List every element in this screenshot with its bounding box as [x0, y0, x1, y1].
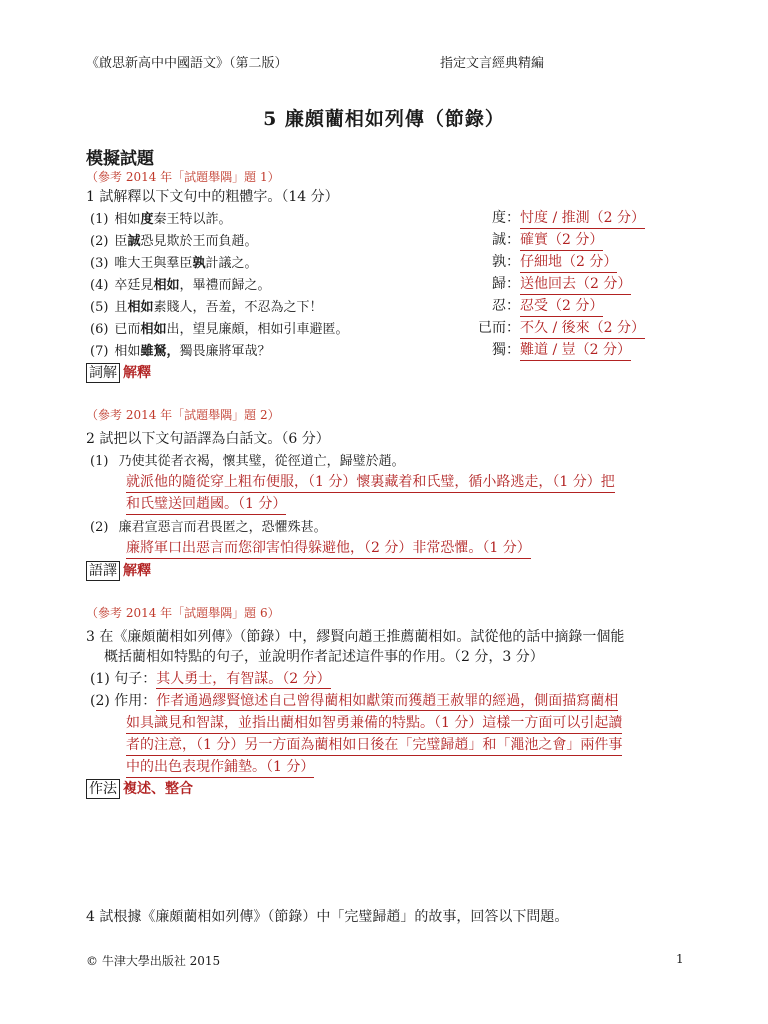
q1-item-4-num: (4): [90, 278, 109, 293]
q1-item-3-text-b: 孰: [192, 256, 206, 271]
q1-item-7-answer: 難道 / 豈（2 分）: [520, 339, 631, 361]
q1-item-3: [90, 252, 257, 271]
q3-item-1-label: (1) 句子：: [90, 671, 157, 687]
q1-item-6: [90, 318, 348, 337]
q1-item-2-text-a: 臣: [114, 234, 128, 249]
q2-item-1: [90, 450, 405, 469]
q1-item-5-text-c: 素賤人，吾羞，不: [153, 300, 258, 315]
q1-item-1-text-c: 秦王: [153, 212, 180, 227]
q1-item-2-text-b: 誠: [127, 234, 141, 249]
q2-item-1-number: (1): [90, 454, 109, 469]
q2-item-2-answer: 廉將軍口出惡言而您卻害怕得躲避他，（2 分）非常恐懼。（1 分）: [126, 537, 531, 559]
q3-tag-box: 作法: [86, 779, 120, 799]
footer-page-number: 1: [676, 952, 684, 966]
q3-item-2: [90, 690, 618, 710]
q1-item-7-text-d: 畏廉將軍哉？: [192, 344, 271, 359]
q3-item-2-answer-line-2: 如具識見和智謀，並指出藺相如智勇兼備的特點。（1 分）這樣一方面可以引起讀: [126, 712, 622, 734]
q1-item-5-text-b: 相如: [127, 300, 154, 315]
q1-item-6-text-d: 廉頗，相如引車避匿。: [218, 322, 349, 337]
q3-tag-label: 複述、整合: [123, 781, 193, 797]
q1-item-5-text-d: 忍為之下！: [257, 300, 323, 315]
q1-item-1-key: 度：: [492, 210, 520, 226]
q1-item-5-text-a: 且: [114, 300, 128, 315]
q3-tag-row: [86, 778, 193, 799]
q2-prompt: 2 試把以下文句語譯為白話文。（6 分）: [86, 431, 330, 447]
q1-item-1-text-a: 相如: [114, 212, 141, 227]
q1-item-2-key: 誠：: [492, 232, 520, 248]
q1-item-4-text-d: 歸之。: [231, 278, 271, 293]
q2-tag-label: 解釋: [123, 563, 151, 579]
q1-tag-box: 詞解: [86, 363, 120, 383]
q2-item-2-text: 廉君宣惡言而君畏匿之，恐懼殊甚。: [118, 520, 327, 535]
q2-item-1-answer-line-1: 就派他的隨從穿上粗布便服，（1 分）懷裏藏着和氏璧，循小路逃走，（1 分）把: [126, 471, 615, 493]
q1-reference: （參考 2014 年「試題舉隅」題 1）: [86, 170, 280, 184]
q1-item-7-text-b: 雖駑，: [140, 344, 180, 359]
q1-item-5: [90, 296, 322, 315]
footer-copyright: © 牛津大學出版社 2015: [86, 954, 221, 968]
q1-item-7-text-c: 獨: [179, 344, 193, 359]
q1-item-2: [90, 230, 257, 249]
q2-item-2-number: (2): [90, 520, 109, 535]
page-title: 5 廉頗藺相如列傳（節錄）: [263, 108, 505, 130]
q3-item-2-answer-line-4: 中的出色表現作鋪墊。（1 分）: [126, 756, 314, 778]
q3-item-2-label: (2) 作用：: [90, 693, 157, 709]
q1-item-3-num: (3): [90, 256, 109, 271]
q1-item-7: [90, 340, 270, 359]
q1-item-3-key: 孰：: [492, 254, 520, 270]
header-book-title: 《啟思新高中中國語文》（第二版）: [86, 56, 288, 71]
q3-item-2-answer-line-1: 作者通過繆賢憶述自己曾得藺相如獻策而獲趙王赦罪的經過，側面描寫藺相: [156, 693, 619, 709]
header-section-name: 指定文言經典精編: [440, 56, 545, 71]
q1-item-6-text-c: 出，望見: [166, 322, 219, 337]
q1-item-2-text-d: 趙。: [231, 234, 258, 249]
q2-item-1-answer-line-2: 和氏璧送回趙國。（1 分）: [126, 493, 286, 515]
q2-tag-box: 語譯: [86, 561, 120, 581]
q1-item-1: [90, 208, 231, 227]
q1-item-2-num: (2): [90, 234, 109, 249]
q1-item-1-answer: 忖度 / 推測（2 分）: [520, 207, 645, 229]
q1-item-1-text-b: 度: [140, 212, 154, 227]
q1-item-4-text-b: 相如: [153, 278, 180, 293]
q1-item-5-answer: 忍受（2 分）: [520, 295, 603, 317]
q1-item-5-key: 忍：: [492, 298, 520, 314]
q1-item-4-text-c: ，畢禮而: [179, 278, 232, 293]
q1-item-6-text-a: 已而: [114, 322, 141, 337]
section-title: 模擬試題: [86, 149, 154, 169]
q1-item-5-num: (5): [90, 300, 109, 315]
q1-item-6-text-b: 相如: [140, 322, 167, 337]
q3-prompt-line-1: 3 在《廉頗藺相如列傳》（節錄）中，繆賢向趙王推薦藺相如。試從他的話中摘錄一個能: [86, 629, 625, 645]
q3-reference: （參考 2014 年「試題舉隅」題 6）: [86, 606, 280, 620]
q1-item-3-text-c: 計議之。: [205, 256, 258, 271]
q1-item-4-key: 歸：: [492, 276, 520, 292]
q2-item-1-text: 乃使其從者衣褐，懷其璧，從徑道亡，歸璧於趙。: [118, 454, 405, 469]
q1-item-4-answer: 送他回去（2 分）: [520, 273, 631, 295]
q2-tag-row: [86, 560, 151, 581]
q4-prompt: 4 試根據《廉頗藺相如列傳》（節錄）中「完璧歸趙」的故事，回答以下問題。: [86, 909, 569, 925]
q1-item-3-answer: 仔細地（2 分）: [520, 251, 617, 273]
q3-item-1: [90, 668, 331, 688]
q1-item-3-text-a: 唯大王與羣臣: [114, 256, 193, 271]
q1-item-2-text-c: 恐見欺於王而負: [140, 234, 232, 249]
q1-item-7-num: (7): [90, 344, 109, 359]
q1-item-1-text-d: 特以詐。: [179, 212, 232, 227]
q1-item-4: [90, 274, 270, 293]
q1-item-2-answer: 確實（2 分）: [520, 229, 603, 251]
q1-item-7-text-a: 相如: [114, 344, 141, 359]
q1-tag-label: 解釋: [123, 365, 151, 381]
q2-reference: （參考 2014 年「試題舉隅」題 2）: [86, 408, 280, 422]
q1-item-4-text-a: 卒廷見: [114, 278, 154, 293]
q3-item-1-answer: 其人勇士，有智謀。（2 分）: [156, 671, 331, 687]
q1-item-6-key: 已而：: [478, 320, 520, 336]
q3-item-2-answer-line-3: 者的注意，（1 分）另一方面為藺相如日後在「完璧歸趙」和「澠池之會」兩件事: [126, 734, 622, 756]
q1-item-7-key: 獨：: [492, 342, 520, 358]
q1-item-6-num: (6): [90, 322, 109, 337]
q1-tag-row: [86, 362, 151, 383]
q1-item-6-answer: 不久 / 後來（2 分）: [520, 317, 645, 339]
q1-item-1-num: (1): [90, 212, 109, 227]
q3-prompt-line-2: 概括藺相如特點的句子，並說明作者記述這件事的作用。（2 分，3 分）: [104, 649, 544, 665]
q1-prompt: 1 試解釋以下文句中的粗體字。（14 分）: [86, 189, 339, 205]
q2-item-2: [90, 516, 327, 535]
